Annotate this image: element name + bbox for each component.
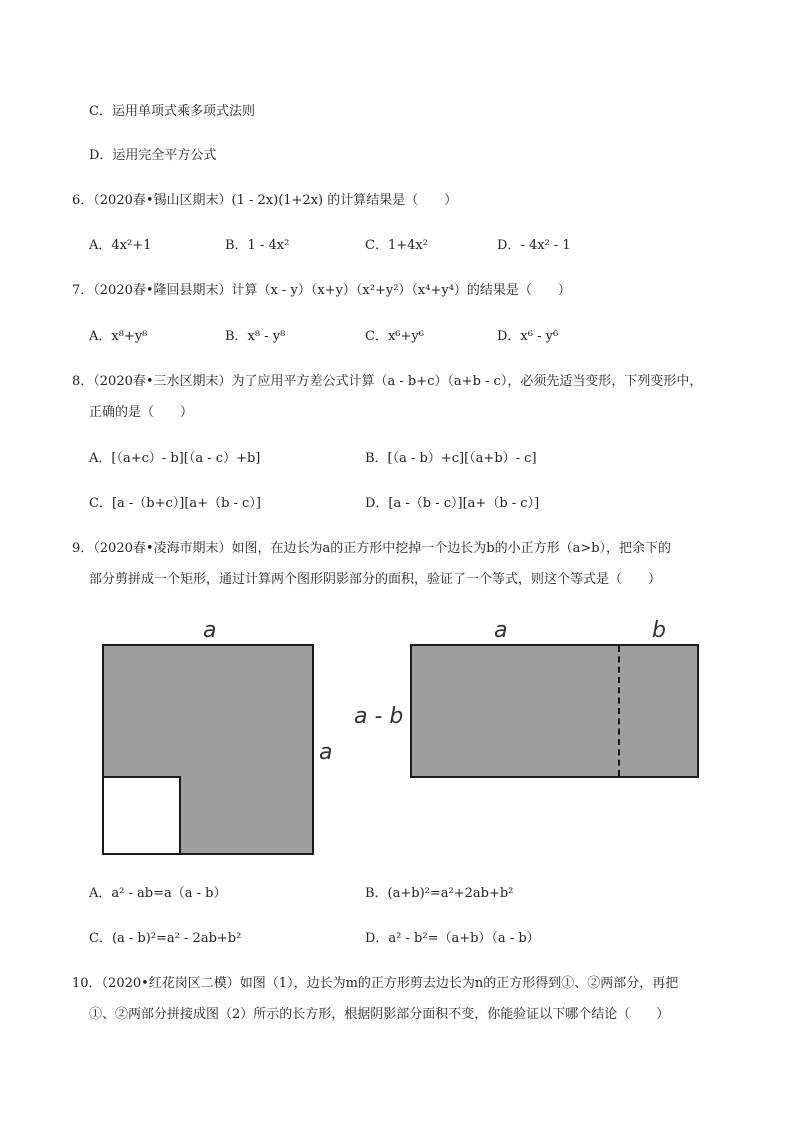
q6-option-d: D．- 4x² - 1 <box>497 238 571 253</box>
q6-option-b: B．1 - 4x² <box>225 238 290 253</box>
q8-option-b: B．[（a - b）+c][（a+b）- c] <box>365 451 537 466</box>
q9-stem-line2: 部分剪拼成一个矩形，通过计算两个图形阴影部分的面积，验证了一个等式，则这个等式是（ ） <box>89 572 662 587</box>
right-rect-top-label-b: b <box>652 618 666 643</box>
q10-stem-line2: ①、②两部分拼接成图（2）所示的长方形，根据阴影部分面积不变，你能验证以下哪个结论（ ） <box>89 1007 670 1022</box>
q5-option-d: D．运用完全平方公式 <box>89 148 217 163</box>
q8-option-d: D．[a -（b - c）][a+（b - c）] <box>365 496 540 511</box>
q9-option-c: C．(a - b)²=a² - 2ab+b² <box>89 931 242 946</box>
q5-option-c: C．运用单项式乘多项式法则 <box>89 104 255 119</box>
q8-option-c: C．[a -（b+c）][a+（b - c）] <box>89 496 261 511</box>
q7-option-d: D．x⁶ - y⁶ <box>497 329 559 344</box>
q9-option-b: B．(a+b)²=a²+2ab+b² <box>365 886 514 901</box>
q8-stem-line2: 正确的是（ ） <box>89 405 194 420</box>
q7-option-a: A．x⁸+y⁸ <box>89 329 148 344</box>
q7-stem: 7．（2020春•隆回县期末）计算（x - y）（x+y）（x²+y²）（x⁴+y⁴）的结果是（ ） <box>72 283 571 298</box>
left-square-top-label: a <box>203 618 217 643</box>
q9-option-a: A．a² - ab=a（a - b） <box>89 886 227 901</box>
q9-option-d: D．a² - b²=（a+b）（a - b） <box>365 931 540 946</box>
q7-option-c: C．x⁶+y⁶ <box>365 329 424 344</box>
q8-option-a: A．[（a+c）- b][（a - c）+b] <box>89 451 261 466</box>
right-rect-top-label-a: a <box>494 618 508 643</box>
q6-option-c: C．1+4x² <box>365 238 428 253</box>
q6-stem: 6．（2020春•锡山区期末）(1 - 2x)(1+2x) 的计算结果是（ ） <box>72 193 458 208</box>
q8-stem-line1: 8．（2020春•三水区期末）为了应用平方差公式计算（a - b+c）（a+b - c），必须先适当变形，下列变形中， <box>72 374 703 389</box>
q6-option-a: A．4x²+1 <box>89 238 152 253</box>
q9-stem-line1: 9．（2020春•凌海市期末）如图，在边长为a的正方形中挖掉一个边长为b的小正方形（a>b），把余下的 <box>72 541 672 556</box>
right-shaded-rectangle <box>410 644 699 778</box>
q7-option-b: B．x⁸ - y⁸ <box>225 329 286 344</box>
dashed-divider-line <box>618 646 620 776</box>
middle-a-minus-b-label: a - b <box>354 704 404 729</box>
cut-out-small-square <box>102 776 181 855</box>
q10-stem-line1: 10．（2020•红花岗区二模）如图（1），边长为m的正方形剪去边长为n的正方形得到①、②两部分，再把 <box>72 976 679 991</box>
left-square-side-label: a <box>319 740 333 765</box>
